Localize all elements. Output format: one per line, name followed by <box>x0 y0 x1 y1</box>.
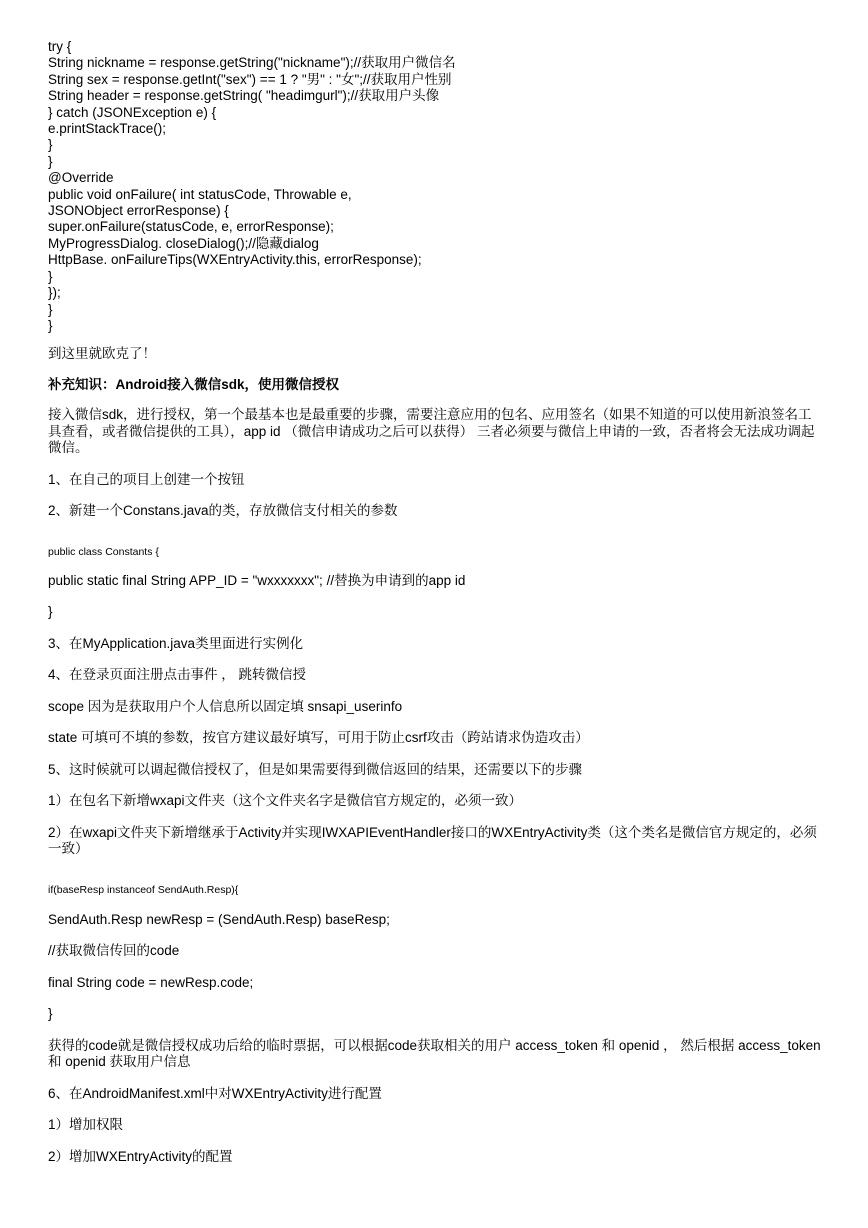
code-line: } <box>48 137 53 153</box>
code-line: }); <box>48 285 61 301</box>
step-1: 1、在自己的项目上创建一个按钮 <box>48 471 245 487</box>
code-line: } <box>48 268 53 284</box>
code-block-callback <box>48 39 823 334</box>
code-line: HttpBase. onFailureTips(WXEntryActivity.this, errorResponse); <box>48 252 422 268</box>
step-5: 5、这时候就可以调起微信授权了，但是如果需要得到微信返回的结果，还需要以下的步骤 <box>48 761 583 777</box>
constants-class-line: public class Constants { <box>48 545 159 558</box>
step-3: 3、在MyApplication.java类里面进行实例化 <box>48 635 304 651</box>
step-4: 4、在登录页面注册点击事件 ， 跳转微信授 <box>48 667 307 683</box>
intro-paragraph: 接入微信sdk，进行授权，第一个最基本也是最重要的步骤，需要注意应用的包名、应用签名（如果不知道的可以使用新浪签名工具查看，或者微信提供的工具），app id （微信申请成功之后可以获得） 三者必须要与微信上申请的一致，否者将会无法成功调起微信。 <box>48 407 815 456</box>
code-line: String nickname = response.getString("nickname");//获取用户微信名 <box>48 55 456 71</box>
comment-line: //获取微信传回的code <box>48 943 180 959</box>
code-line: e.printStackTrace(); <box>48 121 167 137</box>
substep-1: 1）在包名下新增wxapi文件夹（这个文件夹名字是微信官方规定的，必须一致） <box>48 793 523 809</box>
code-line: } catch (JSONException e) { <box>48 104 217 120</box>
substep-2: 2）在wxapi文件夹下新增继承于Activity并实现IWXAPIEventHandler接口的WXEntryActivity类（这个类名是微信官方规定的，必须一致） <box>48 824 817 857</box>
code-line: MyProgressDialog. closeDialog();//隐藏dialog <box>48 235 319 251</box>
section-title: 补充知识：Android接入微信sdk，使用微信授权 <box>48 376 340 392</box>
document-page <box>48 39 823 1165</box>
code-line: JSONObject errorResponse) { <box>48 203 229 219</box>
code-line: public void onFailure( int statusCode, Throwable e, <box>48 186 352 202</box>
step-6: 6、在AndroidManifest.xml中对WXEntryActivity进行配置 <box>48 1085 382 1101</box>
step-2: 2、新建一个Constans.java的类，存放微信支付相关的参数 <box>48 503 398 519</box>
code-line: } <box>48 153 53 169</box>
code-line: String header = response.getString( "headimgurl");//获取用户头像 <box>48 88 440 104</box>
resp-line: SendAuth.Resp newResp = (SendAuth.Resp) baseResp; <box>48 911 390 927</box>
code-line: String sex = response.getInt("sex") == 1 ? "男" : "女";//获取用户性别 <box>48 71 452 87</box>
close-brace-line: } <box>48 1006 53 1022</box>
code-line: super.onFailure(statusCode, e, errorResponse); <box>48 219 334 235</box>
code-line: } <box>48 317 53 333</box>
substep-6-2: 2）增加WXEntryActivity的配置 <box>48 1148 233 1164</box>
scope-note: scope 因为是获取用户个人信息所以固定填 snsapi_userinfo <box>48 698 403 714</box>
ok-line: 到这里就欧克了！ <box>48 346 156 362</box>
code-line: @Override <box>48 170 114 186</box>
substep-6-1: 1）增加权限 <box>48 1117 124 1133</box>
code-line: } <box>48 301 53 317</box>
code-note-paragraph: 获得的code就是微信授权成功后给的临时票据，可以根据code获取相关的用户 access_token 和 openid ， 然后根据 access_token 和 openid 获取用户信息 <box>48 1037 821 1070</box>
code-line: try { <box>48 39 72 54</box>
if-line: if(baseResp instanceof SendAuth.Resp){ <box>48 883 239 896</box>
state-note: state 可填可不填的参数，按官方建议最好填写，可用于防止csrf攻击（跨站请求伪造攻击） <box>48 730 589 746</box>
constants-field-line: public static final String APP_ID = "wxxxxxxx"; //替换为申请到的app id <box>48 572 466 588</box>
constants-close-brace: } <box>48 604 53 620</box>
code-assign-line: final String code = newResp.code; <box>48 974 254 990</box>
